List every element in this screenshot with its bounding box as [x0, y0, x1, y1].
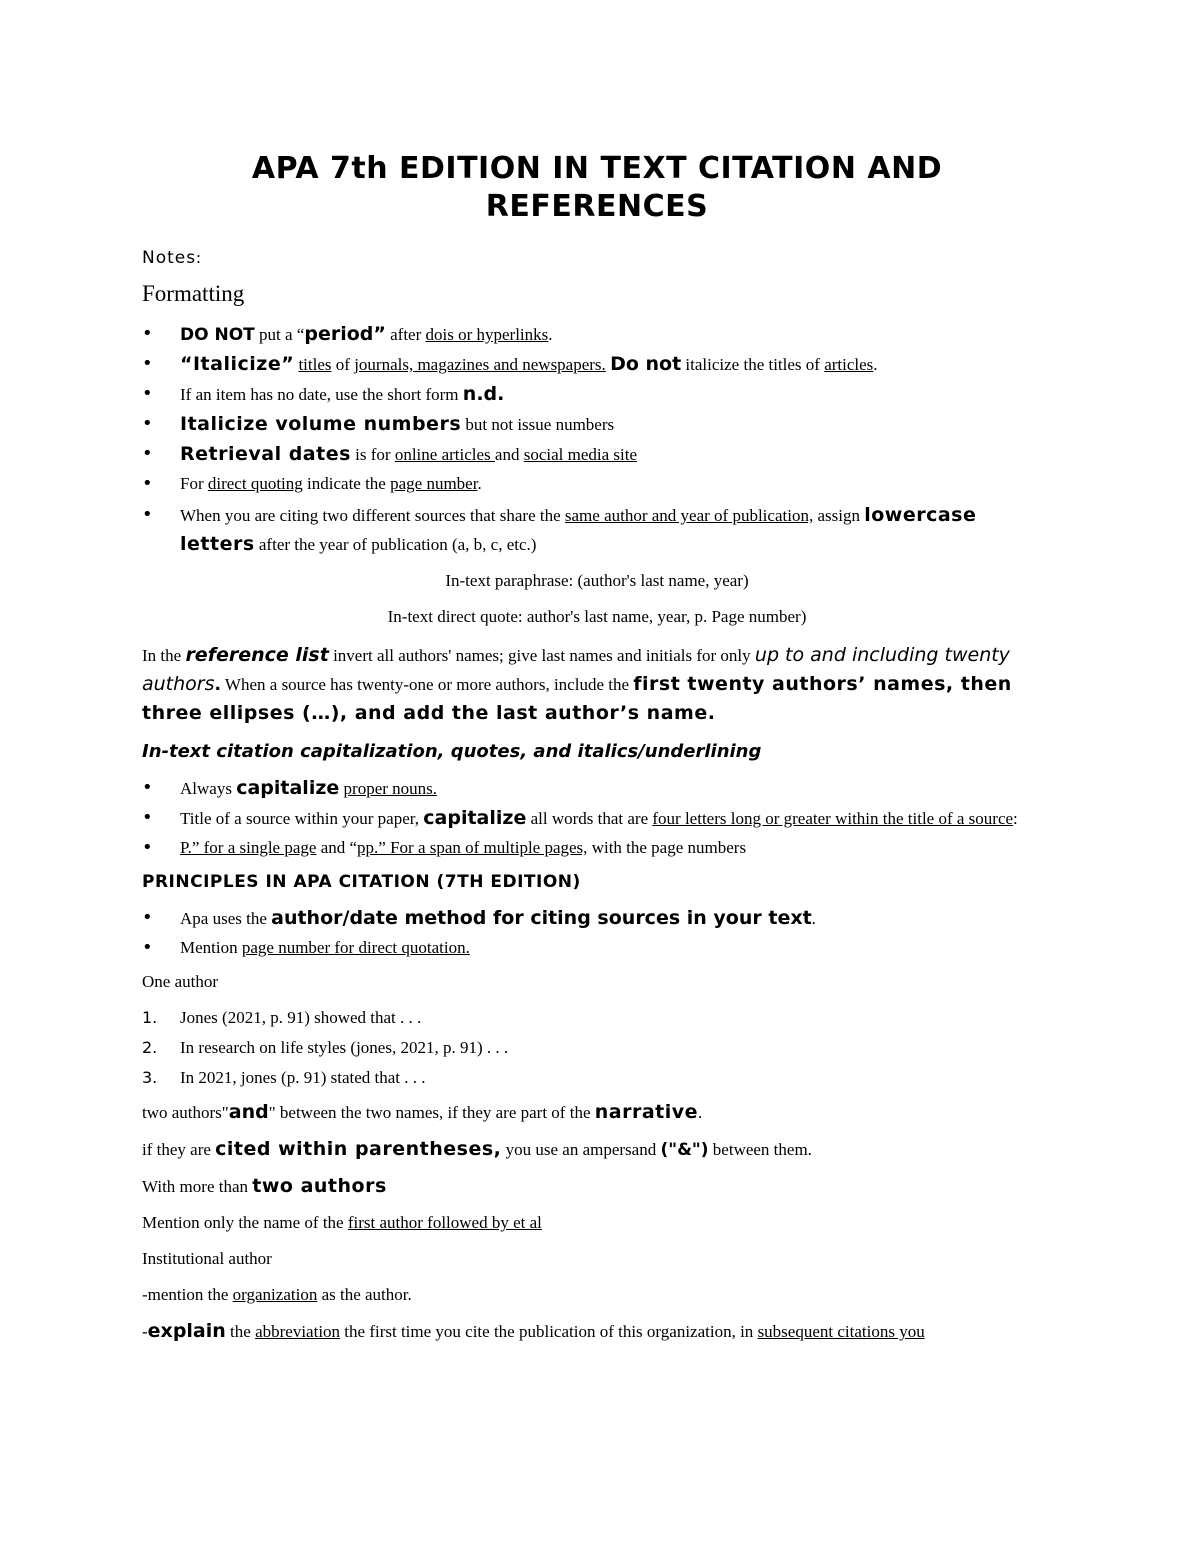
- formatting-list: [142, 322, 1052, 559]
- text: .: [811, 909, 816, 928]
- text: you use an ampersand: [501, 1140, 661, 1159]
- underlined-text: page number for direct quotation.: [241, 938, 470, 957]
- text: and: [494, 445, 524, 464]
- two-authors-paragraph: [142, 1100, 1052, 1125]
- list-item: [142, 352, 1052, 377]
- emphasis-text: and: [228, 1101, 269, 1123]
- emphasis-text: author/date method for citing sources in your text: [271, 907, 812, 929]
- underlined-text: social media site: [523, 445, 638, 464]
- text: In the: [142, 646, 186, 665]
- text: if they are: [142, 1140, 216, 1159]
- emphasis-text: “Italicize”: [180, 353, 295, 375]
- emphasis-text: cited within parentheses,: [215, 1138, 502, 1160]
- emphasis-text: up to and including twenty authors: [142, 644, 1010, 695]
- emphasis-text: Retrieval dates: [180, 443, 351, 465]
- emphasis-text: narrative: [594, 1101, 699, 1123]
- text: between them.: [708, 1140, 812, 1159]
- item-number: 3.: [142, 1068, 158, 1087]
- notes-text: Notes: [142, 248, 197, 268]
- list-item: [142, 1066, 1052, 1090]
- text: -mention the: [142, 1285, 233, 1304]
- emphasis-text: ("&"): [660, 1140, 709, 1160]
- one-author-examples: [142, 1006, 1052, 1090]
- text: If an item has no date, use the short form: [180, 385, 463, 404]
- text: .: [873, 355, 878, 374]
- text: with the page numbers: [587, 838, 747, 857]
- list-item: [142, 806, 1052, 831]
- emphasis-text: period”: [304, 323, 386, 345]
- emphasis-text: capitalize: [423, 807, 527, 829]
- text: two authors": [142, 1103, 229, 1122]
- text: Title of a source within your paper,: [180, 809, 424, 828]
- underlined-text: proper nouns.: [343, 779, 438, 798]
- underlined-text: organization: [232, 1285, 318, 1304]
- text: .: [698, 1103, 703, 1122]
- text: :: [1013, 809, 1018, 828]
- text: In 2021, jones (p. 91) stated that . . .: [180, 1068, 426, 1087]
- text: -: [142, 1322, 148, 1341]
- text: " between the two names, if they are part of the: [268, 1103, 595, 1122]
- more-than-two-paragraph: [142, 1174, 1052, 1199]
- list-item: [142, 936, 1052, 960]
- emphasis-text: Italicize volume numbers: [180, 413, 462, 435]
- paraphrase-line: In-text paraphrase: (author's last name, year): [445, 571, 749, 590]
- text: put a “: [254, 325, 305, 344]
- list-item: [142, 442, 1052, 467]
- text: For: [180, 474, 208, 493]
- emphasis-text: capitalize: [236, 777, 340, 799]
- emphasis-text: DO NOT: [180, 325, 255, 345]
- text: is for: [350, 445, 395, 464]
- list-item: [142, 501, 1052, 559]
- first-author-paragraph: [142, 1211, 1052, 1235]
- list-item: [142, 1036, 1052, 1060]
- emphasis-text: n.d.: [462, 383, 505, 405]
- principles-heading: PRINCIPLES IN APA CITATION (7TH EDITION): [142, 872, 581, 892]
- reference-list-paragraph: [142, 641, 1052, 728]
- emphasis-text: two authors: [252, 1175, 387, 1197]
- formatting-heading: Formatting: [142, 281, 245, 306]
- text: invert all authors' names; give last names and initials for only: [328, 646, 755, 665]
- text: assign: [813, 506, 865, 525]
- underlined-text: abbreviation: [255, 1322, 341, 1341]
- text: after the year of publication (a, b, c, etc.): [254, 535, 537, 554]
- capitalization-heading: In-text citation capitalization, quotes, and italics/underlining: [142, 741, 762, 762]
- item-number: 2.: [142, 1038, 158, 1057]
- text: .: [214, 675, 221, 695]
- text: indicate the: [302, 474, 391, 493]
- text: after: [385, 325, 426, 344]
- emphasis-text: lowercase letters: [180, 504, 977, 555]
- underlined-text: page number: [390, 474, 478, 493]
- list-item: [142, 1006, 1052, 1030]
- list-item: [142, 836, 1052, 860]
- underlined-text: direct quoting: [207, 474, 303, 493]
- text: .: [548, 325, 553, 344]
- text: Mention only the name of the: [142, 1213, 348, 1232]
- underlined-text: first author followed by et al: [347, 1213, 542, 1232]
- underlined-text: online articles: [394, 445, 495, 464]
- list-item: [142, 472, 1052, 496]
- list-item: [142, 382, 1052, 407]
- text: as the author.: [317, 1285, 412, 1304]
- text: .: [477, 474, 482, 493]
- text: all words that are: [526, 809, 653, 828]
- emphasis-text: reference list: [185, 644, 329, 666]
- text: With more than: [142, 1177, 253, 1196]
- text: italicize the titles of: [681, 355, 825, 374]
- organization-paragraph: [142, 1283, 1052, 1307]
- text: Jones (2021, p. 91) showed that . . .: [180, 1008, 422, 1027]
- emphasis-text: Do not: [610, 353, 682, 375]
- underlined-text: four letters long or greater within the title of a source: [652, 809, 1014, 828]
- document-title: APA 7th EDITION IN TEXT CITATION AND REFERENCES: [251, 151, 943, 224]
- notes-colon: :: [196, 248, 202, 267]
- one-author-label: One author: [142, 972, 219, 991]
- underlined-text: titles: [298, 355, 332, 374]
- document-page: [142, 150, 1052, 1356]
- direct-quote-line: In-text direct quote: author's last name, year, p. Page number): [387, 607, 807, 626]
- emphasis-text: first twenty authors’ names, then three ellipses (…), and add the last author’s name.: [142, 673, 1012, 724]
- list-item: [142, 322, 1052, 347]
- list-item: [142, 776, 1052, 801]
- list-item: [142, 906, 1052, 931]
- list-item: [142, 412, 1052, 437]
- institutional-author-label: Institutional author: [142, 1249, 272, 1268]
- text: Mention: [180, 938, 242, 957]
- text: the: [225, 1322, 256, 1341]
- underlined-text: subsequent citations you: [757, 1322, 925, 1341]
- text: of: [331, 355, 355, 374]
- underlined-text: articles: [824, 355, 874, 374]
- text: Always: [180, 779, 237, 798]
- text: the first time you cite the publication of this organization, in: [340, 1322, 758, 1341]
- emphasis-text: explain: [147, 1320, 226, 1342]
- explain-paragraph: [142, 1319, 1052, 1344]
- text: When you are citing two different sources that share the: [180, 506, 565, 525]
- underlined-text: P.” for a single page: [180, 838, 317, 857]
- underlined-text: journals, magazines and newspapers.: [354, 355, 606, 374]
- text: When a source has twenty-one or more authors, include the: [220, 675, 634, 694]
- parentheses-paragraph: [142, 1137, 1052, 1162]
- principles-list: [142, 906, 1052, 960]
- text: In research on life styles (jones, 2021, p. 91) . . .: [180, 1038, 509, 1057]
- underlined-text: same author and year of publication,: [564, 506, 814, 525]
- notes-label: [142, 246, 1052, 270]
- item-number: 1.: [142, 1008, 158, 1027]
- text: and “: [316, 838, 358, 857]
- text: but not issue numbers: [461, 415, 615, 434]
- text: Apa uses the: [180, 909, 272, 928]
- underlined-text: dois or hyperlinks: [425, 325, 549, 344]
- capitalization-list: [142, 776, 1052, 860]
- underlined-text: pp.” For a span of multiple pages,: [357, 838, 588, 857]
